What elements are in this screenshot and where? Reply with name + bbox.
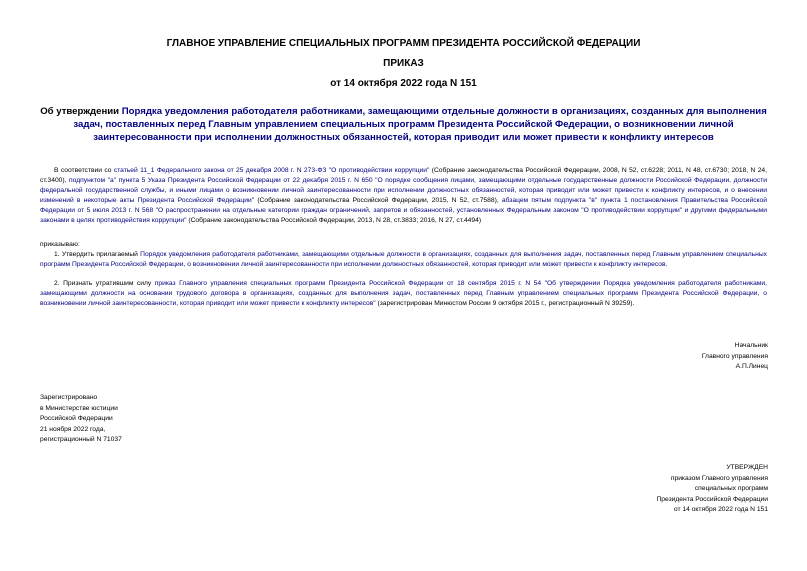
order-word: приказываю:: [40, 241, 80, 248]
link-order-54[interactable]: приказ Главного управления специальных программ Президента Российской Федерации от 18 сентября 2015 г. N 54 "Об утверждении Порядка уведомления работодателя работниками, замещающими должности на основании трудового договора в организациях, созданных для выполнения задач, поставленных перед Главным управлением специальных программ Президента Российской Федерации, о возникновении личной заинтересованности, которая приводит или может привести к конфликту интересов": [40, 280, 767, 307]
title-link[interactable]: Порядка уведомления работодателя работниками, замещающими отдельные должности в организациях, созданных для выполнения задач, поставленных перед Главным управлением специальных программ Президента Российской Федерации, о возникновении личной заинтересованности при исполнении должностных обязанностей, которая приводит или может привести к конфликту интересов: [73, 106, 767, 143]
title-prefix: Об утверждении: [40, 106, 122, 117]
item1-text-2: .: [665, 261, 668, 268]
preamble-text-3: (Собрание законодательства Российской Федерации, 2015, N 52, ст.7588),: [254, 197, 502, 204]
preamble-text-2: (Собрание законодательства Российской Федерации, 2008, N 52, ст.6228; 2011, N 48, ст.6730; 2018, N 24, ст.3400),: [40, 167, 767, 184]
preamble-text-4: (Собрание законодательства Российской Федерации, 2013, N 28, ст.3833; 2016, N 27, ст.4494): [186, 217, 482, 224]
signature-name: А.П.Линец: [735, 363, 768, 370]
document-date-number: от 14 октября 2022 года N 151: [330, 78, 477, 89]
issuing-organization: ГЛАВНОЕ УПРАВЛЕНИЕ СПЕЦИАЛЬНЫХ ПРОГРАММ ПРЕЗИДЕНТА РОССИЙСКОЙ ФЕДЕРАЦИИ: [166, 38, 641, 49]
approval-line: УТВЕРЖДЕН: [726, 464, 768, 471]
registration-line: Российской Федерации: [40, 415, 113, 422]
document-type: ПРИКАЗ: [383, 58, 424, 69]
link-approved-procedure[interactable]: Порядок уведомления работодателя работниками, замещающими отдельные должности в организациях, созданных для выполнения задач, поставленных перед Главным управлением специальных программ Президента Российской Федерации, о возникновении личной заинтересованности при исполнении должностных обязанностей, которая приводит или может привести к конфликту интересов: [40, 251, 767, 268]
order-item-2: [40, 279, 767, 309]
registration-line: Зарегистрировано: [40, 394, 98, 401]
signature-block: [702, 341, 768, 373]
item1-text-1: 1. Утвердить прилагаемый: [54, 251, 141, 258]
document-title: [40, 105, 767, 144]
approval-line: приказом Главного управления: [670, 474, 768, 482]
registration-line: в Министерстве юстиции: [40, 404, 118, 412]
preamble-text-1: В соответствии со: [54, 167, 114, 174]
approval-line: от 14 октября 2022 года N 151: [673, 506, 768, 513]
item2-text-1: 2. Признать утратившим силу: [54, 280, 155, 287]
signature-line: Главного управления: [701, 352, 768, 360]
registration-block: [40, 393, 122, 446]
approval-line: Президента Российской Федерации: [656, 495, 768, 503]
preamble-paragraph: [40, 166, 767, 226]
link-law-273fz[interactable]: статьей 11_1 Федерального закона от 25 декабря 2008 г. N 273-ФЗ "О противодействии коррупции": [113, 167, 430, 174]
item2-text-2: (зарегистрирован Минюстом России 9 октября 2015 г., регистрационный N 39259).: [375, 300, 635, 307]
approval-line: специальных программ: [694, 485, 768, 492]
link-resolution-568[interactable]: абзацем пятым подпункта "в" пункта 1 постановления Правительства Российской Федерации от 5 июля 2013 г. N 568 "О распространении на отдельные категории граждан ограничений, запретов и обязанностей, установленных Федеральным законом "О противодействии коррупции" и другими федеральными законами в целях противодействия коррупции": [40, 197, 767, 224]
signature-line: Начальник: [734, 342, 768, 349]
link-decree-650[interactable]: подпунктом "а" пункта 5 Указа Президента Российской Федерации от 22 декабря 2015 г. N 650 "О порядке сообщения лицами, замещающими отдельные государственные должности Российской Федерации, должности федеральной государственной службы, и иными лицами о возникновении личной заинтересованности при исполнении должностных обязанностей, которая приводит или может привести к конфликту интересов, и о внесении изменений в некоторые акты Президента Российской Федерации": [40, 177, 767, 204]
order-item-1: [40, 250, 767, 270]
approval-block: [657, 463, 769, 516]
registration-number: регистрационный N 71037: [40, 436, 122, 443]
registration-line: 21 ноября 2022 года,: [40, 425, 106, 433]
